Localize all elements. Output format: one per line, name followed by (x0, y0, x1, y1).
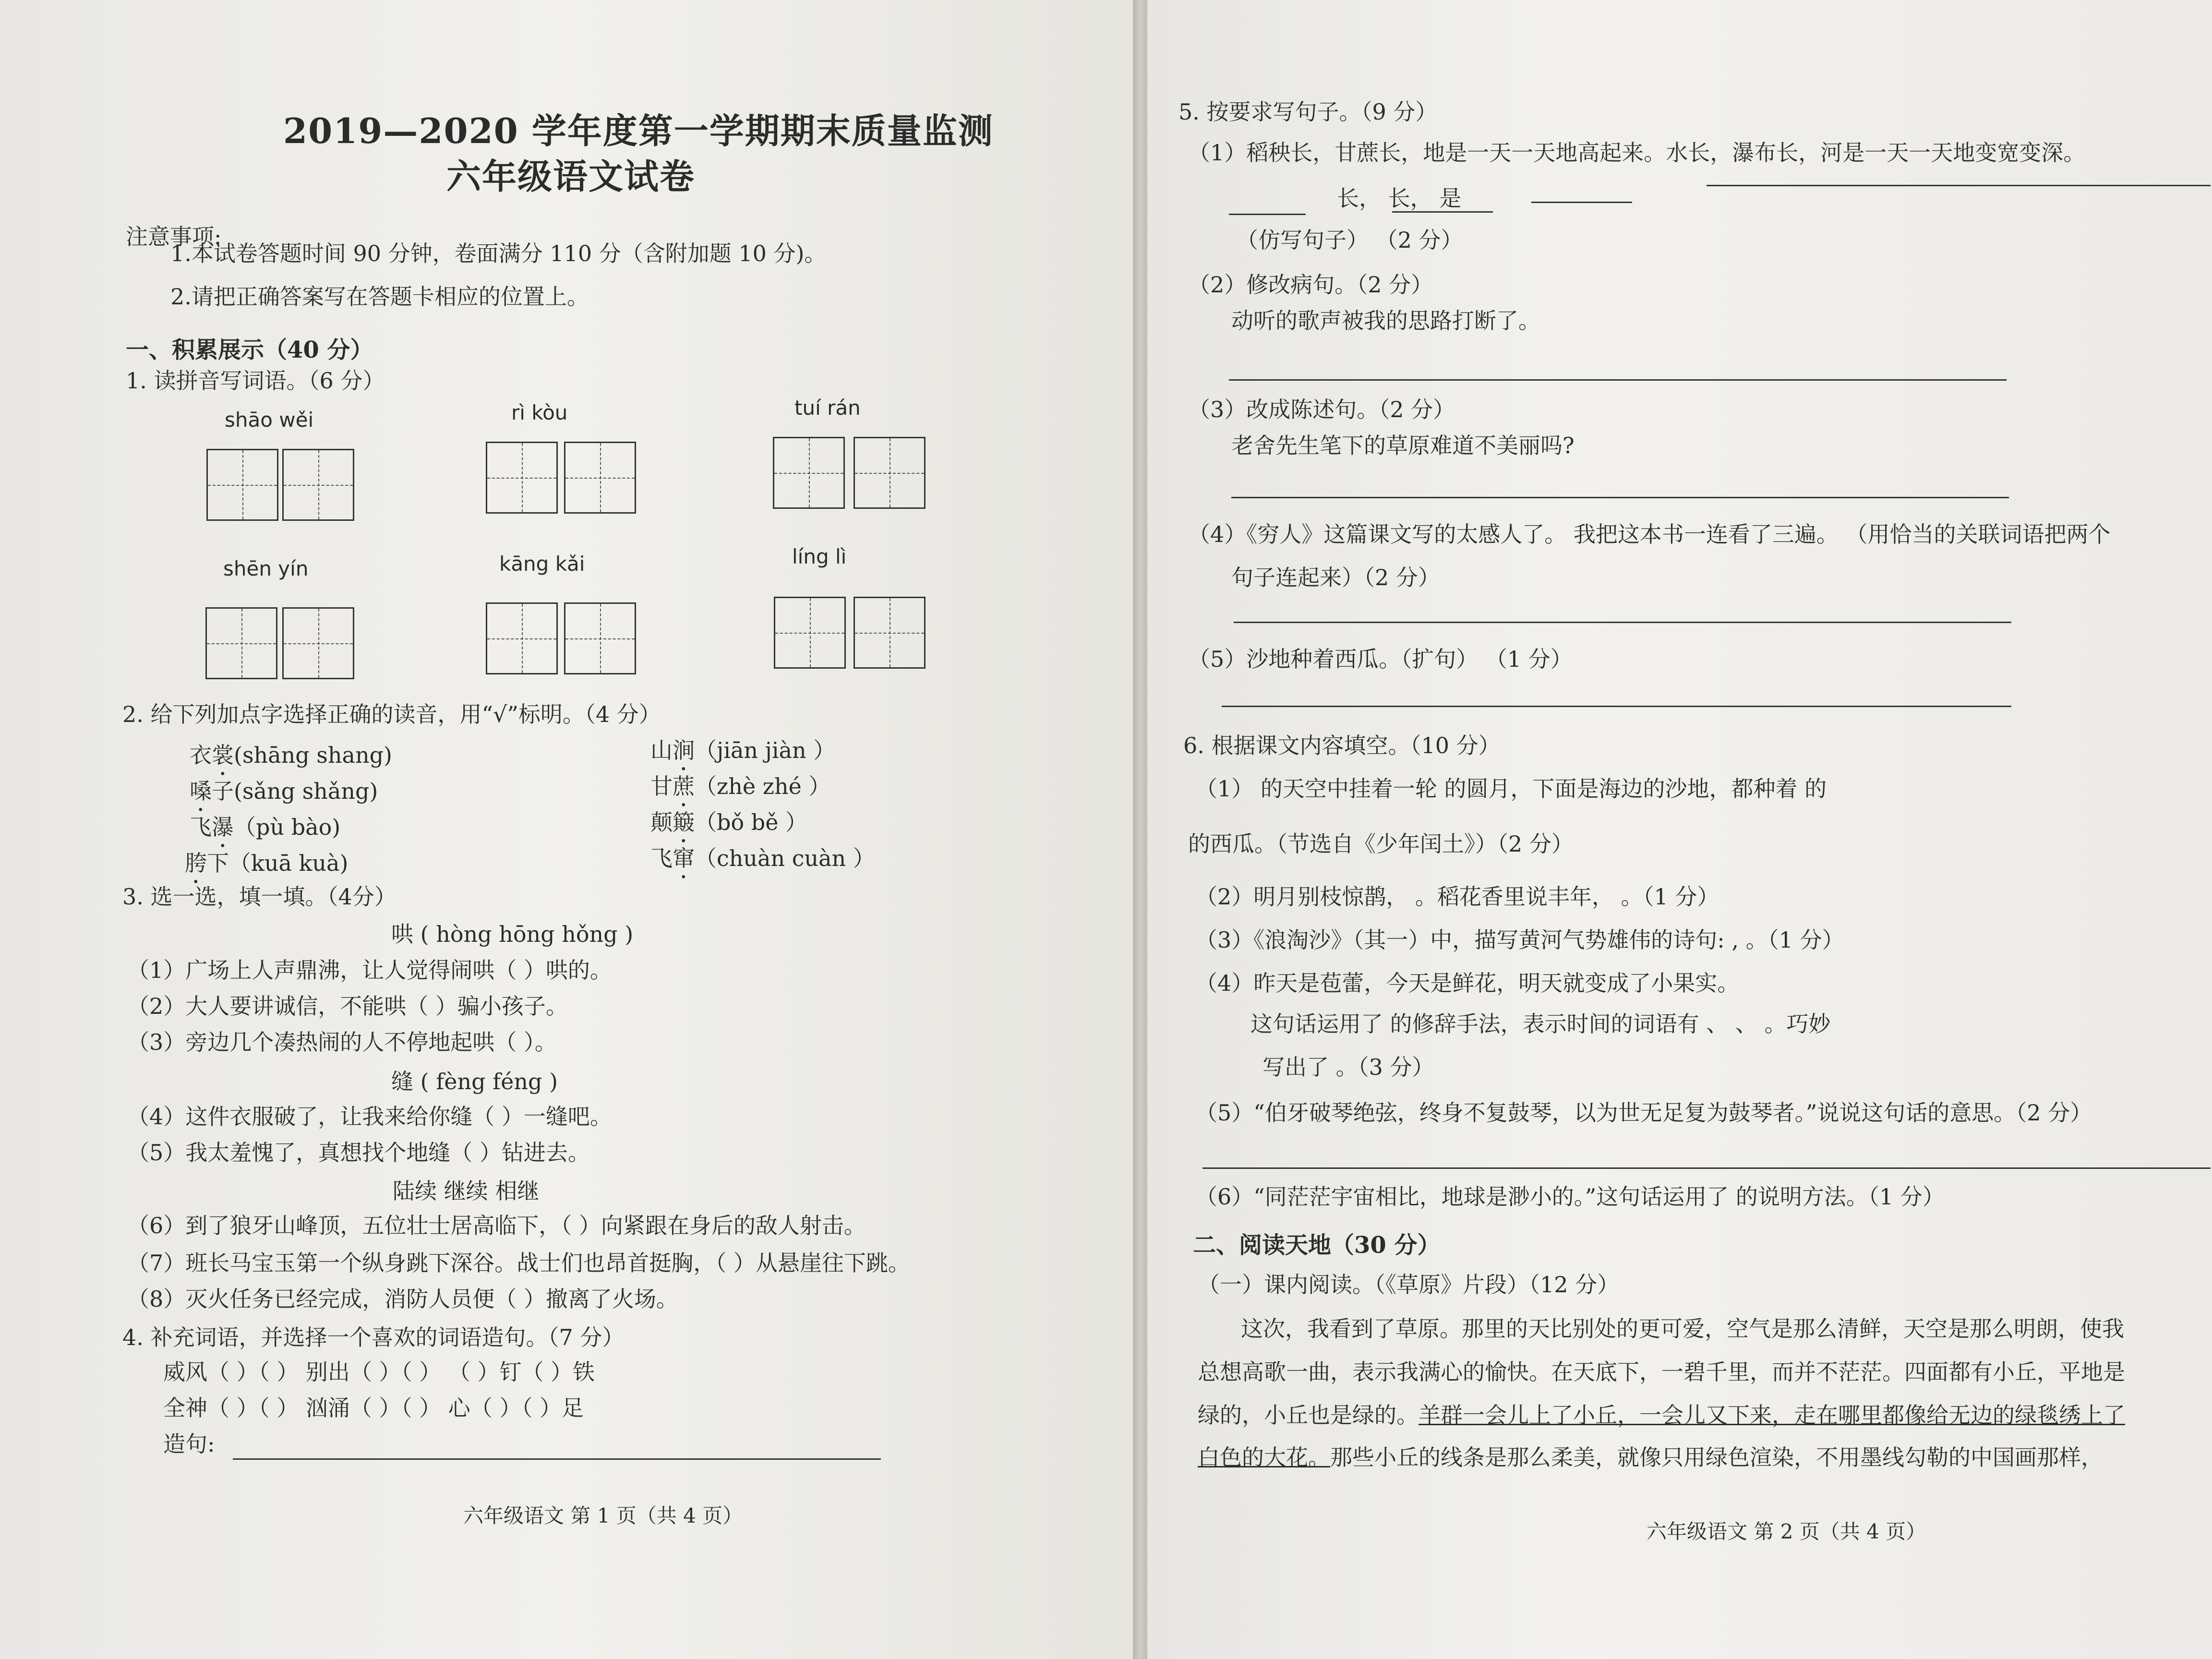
question-6-item: （6）“同茫茫宇宙相比，地球是渺小的。”这句话运用了 的说明方法。（1 分） (1195, 1184, 1945, 1210)
char-options-feng: 缝 ( fèng féng ) (391, 1069, 558, 1094)
pinyin-label: shēn yín (223, 557, 309, 580)
page-footer: 六年级语文 第 2 页（共 4 页） (1647, 1520, 1926, 1543)
exam-page-2 (1147, 0, 2212, 1659)
pinyin-label: tuí rán (794, 396, 861, 420)
notice-heading: 注意事项: (126, 224, 222, 250)
passage-line: 白色的大花。那些小丘的线条是那么柔美，就像只用绿色渲染，不用墨线勾勒的中国画那样， (1198, 1444, 2103, 1470)
question-2: 2. 给下列加点字选择正确的读音，用“√”标明。（4 分） (122, 701, 661, 727)
writing-box[interactable] (773, 437, 845, 509)
question-5: 5. 按要求写句子。（9 分） (1178, 99, 1438, 125)
question-5-note: （仿写句子） （2 分） (1236, 227, 1463, 253)
question-3-item: （4）这件衣服破了，让我来给你缝（ ）一缝吧。 (127, 1104, 612, 1130)
reading-heading: （一）课内阅读。（《草原》片段）（12 分） (1198, 1272, 1620, 1298)
question-5-sentence: 老舍先生笔下的草原难道不美丽吗? (1231, 433, 1575, 458)
question-6-item: （4）昨天是苞蕾，今天是鲜花，明天就变成了小果实。 (1195, 970, 1740, 996)
sentence-label: 造句: (163, 1431, 215, 1457)
answer-line[interactable] (1229, 214, 1306, 215)
question-6-item: 写出了 。（3 分） (1262, 1054, 1434, 1080)
writing-box[interactable] (486, 442, 558, 514)
answer-line[interactable] (233, 1458, 881, 1460)
underlined-sentence: 羊群一会儿上了小丘，一会儿又下来，走在哪里都像给无边的绿毯绣上了 (1419, 1402, 2125, 1428)
answer-line[interactable] (1707, 185, 2211, 186)
question-5-item: （3）改成陈述句。（2 分） (1188, 397, 1455, 422)
answer-line[interactable] (1231, 497, 2009, 498)
section-heading-2: 二、阅读天地（30 分） (1193, 1232, 1441, 1259)
writing-box[interactable] (564, 442, 636, 514)
pinyin-label: rì kòu (511, 401, 568, 424)
writing-box[interactable] (282, 607, 354, 679)
question-5-prompt: 长， 长， 是 (1337, 185, 1462, 211)
question-6-item: （3）《浪淘沙》（其一）中，描写黄河气势雄伟的诗句: , 。（1 分） (1195, 927, 1844, 953)
reading-option[interactable]: 甘蔗（zhè zhé ） (650, 773, 831, 799)
passage-line: 这次，我看到了草原。那里的天比别处的更可爱，空气是那么清鲜，天空是那么明朗，使我 (1241, 1316, 2124, 1342)
question-5-item: （2）修改病句。（2 分） (1188, 272, 1433, 298)
pinyin-label: kāng kǎi (499, 552, 585, 576)
reading-option[interactable]: 飞瀑（pù bào) (190, 814, 341, 840)
question-3: 3. 选一选，填一填。（4分） (122, 884, 397, 910)
writing-box[interactable] (282, 449, 354, 521)
question-3-item: （7）班长马宝玉第一个纵身跳下深谷。战士们也昂首挺胸，（ ）从悬崖往下跳。 (127, 1250, 910, 1276)
question-6: 6. 根据课文内容填空。（10 分） (1183, 733, 1501, 758)
answer-line[interactable] (1202, 1167, 2211, 1169)
reading-option[interactable]: 嗓子(sǎng shǎng) (190, 778, 378, 804)
answer-line[interactable] (1392, 211, 1493, 213)
writing-box[interactable] (564, 602, 636, 674)
question-3-item: （1）广场上人声鼎沸，让人觉得闹哄（ ）哄的。 (127, 957, 612, 983)
question-6-item: 的西瓜。（节选自《少年闰土》）（2 分） (1188, 831, 1574, 857)
question-5-item: （5）沙地种着西瓜。（扩句） （1 分） (1188, 646, 1573, 672)
question-3-item: （8）灭火任务已经完成，消防人员便（ ）撤离了火场。 (127, 1286, 678, 1312)
passage-line: 总想高歌一曲，表示我满心的愉快。在天底下，一碧千里，而并不茫茫。四面都有小丘，平地是 (1198, 1359, 2125, 1385)
writing-box[interactable] (206, 449, 278, 521)
question-3-item: （2）大人要讲诚信，不能哄（ ）骗小孩子。 (127, 993, 568, 1019)
passage-line: 绿的，小丘也是绿的。羊群一会儿上了小丘，一会儿又下来，走在哪里都像给无边的绿毯绣上了 (1198, 1402, 2125, 1428)
question-3-item: （6）到了狼牙山峰顶，五位壮士居高临下，（ ）向紧跟在身后的敌人射击。 (127, 1213, 866, 1238)
notice-item-2: 2.请把正确答案写在答题卡相应的位置上。 (170, 284, 589, 310)
char-options-hong: 哄 ( hòng hōng hǒng ) (391, 921, 634, 947)
idiom-row: 威风（ ）（ ） 别出（ ）（ ） （ ）钉（ ）铁 (163, 1359, 595, 1385)
pinyin-label: shāo wěi (225, 408, 314, 432)
question-5-item: （1）稻秧长，甘蔗长，地是一天一天地高起来。水长，瀑布长，河是一天一天地变宽变深。 (1188, 140, 2086, 166)
question-6-item: 这句话运用了 的修辞手法，表示时间的词语有 、 、 。巧妙 (1250, 1011, 1831, 1037)
question-1: 1. 读拼音写词语。（6 分） (126, 368, 385, 394)
answer-line[interactable] (1222, 706, 2011, 707)
reading-option[interactable]: 衣裳(shāng shang) (190, 742, 392, 768)
writing-box[interactable] (854, 597, 926, 669)
answer-line[interactable] (1229, 379, 2007, 381)
reading-option[interactable]: 颠簸（bǒ bě ） (650, 809, 808, 835)
word-options: 陆续 继续 相继 (393, 1178, 540, 1204)
question-3-item: （5）我太羞愧了，真想找个地缝（ ）钻进去。 (127, 1140, 590, 1166)
writing-box[interactable] (486, 602, 558, 674)
exam-subtitle: 六年级语文试卷 (446, 156, 696, 197)
book-gutter (1133, 0, 1147, 1659)
underlined-sentence: 白色的大花。 (1198, 1444, 1330, 1470)
page-footer: 六年级语文 第 1 页（共 4 页） (463, 1504, 743, 1527)
question-4: 4. 补充词语，并选择一个喜欢的词语造句。（7 分） (122, 1324, 625, 1350)
question-5-note: 句子连起来）（2 分） (1231, 565, 1440, 590)
writing-box[interactable] (205, 607, 277, 679)
question-6-item: （2）明月别枝惊鹊， 。稻花香里说丰年， 。（1 分） (1195, 884, 1719, 910)
section-heading-1: 一、积累展示（40 分） (126, 337, 373, 363)
question-6-item: （5）“伯牙破琴绝弦，终身不复鼓琴，以为世无足复为鼓琴者。”说说这句话的意思。（2 分） (1195, 1100, 2092, 1126)
answer-line[interactable] (1531, 202, 1632, 203)
question-6-item: （1） 的天空中挂着一轮 的圆月，下面是海边的沙地，都种着 的 (1195, 776, 1827, 802)
reading-option[interactable]: 山涧（jiān jiàn ） (650, 737, 836, 763)
reading-option[interactable]: 胯下（kuā kuà) (185, 850, 349, 876)
question-5-sentence: 动听的歌声被我的思路打断了。 (1231, 308, 1540, 334)
writing-box[interactable] (854, 437, 926, 509)
question-3-item: （3）旁边几个凑热闹的人不停地起哄（ ）。 (127, 1029, 557, 1055)
answer-line[interactable] (1234, 622, 2011, 623)
pinyin-label: líng lì (792, 545, 847, 568)
idiom-row: 全神（ ）（ ） 汹涌（ ）（ ） 心（ ）（ ）足 (163, 1395, 584, 1421)
writing-box[interactable] (774, 597, 846, 669)
reading-option[interactable]: 飞窜（chuàn cuàn ） (650, 845, 875, 871)
exam-title: 2019—2020 学年度第一学期期末质量监测 (283, 110, 994, 151)
notice-item-1: 1.本试卷答题时间 90 分钟，卷面满分 110 分（含附加题 10 分)。 (170, 240, 827, 266)
question-5-item: （4）《穷人》这篇课文写的太感人了。 我把这本书一连看了三遍。 （用恰当的关联词语把两个 (1188, 521, 2111, 547)
